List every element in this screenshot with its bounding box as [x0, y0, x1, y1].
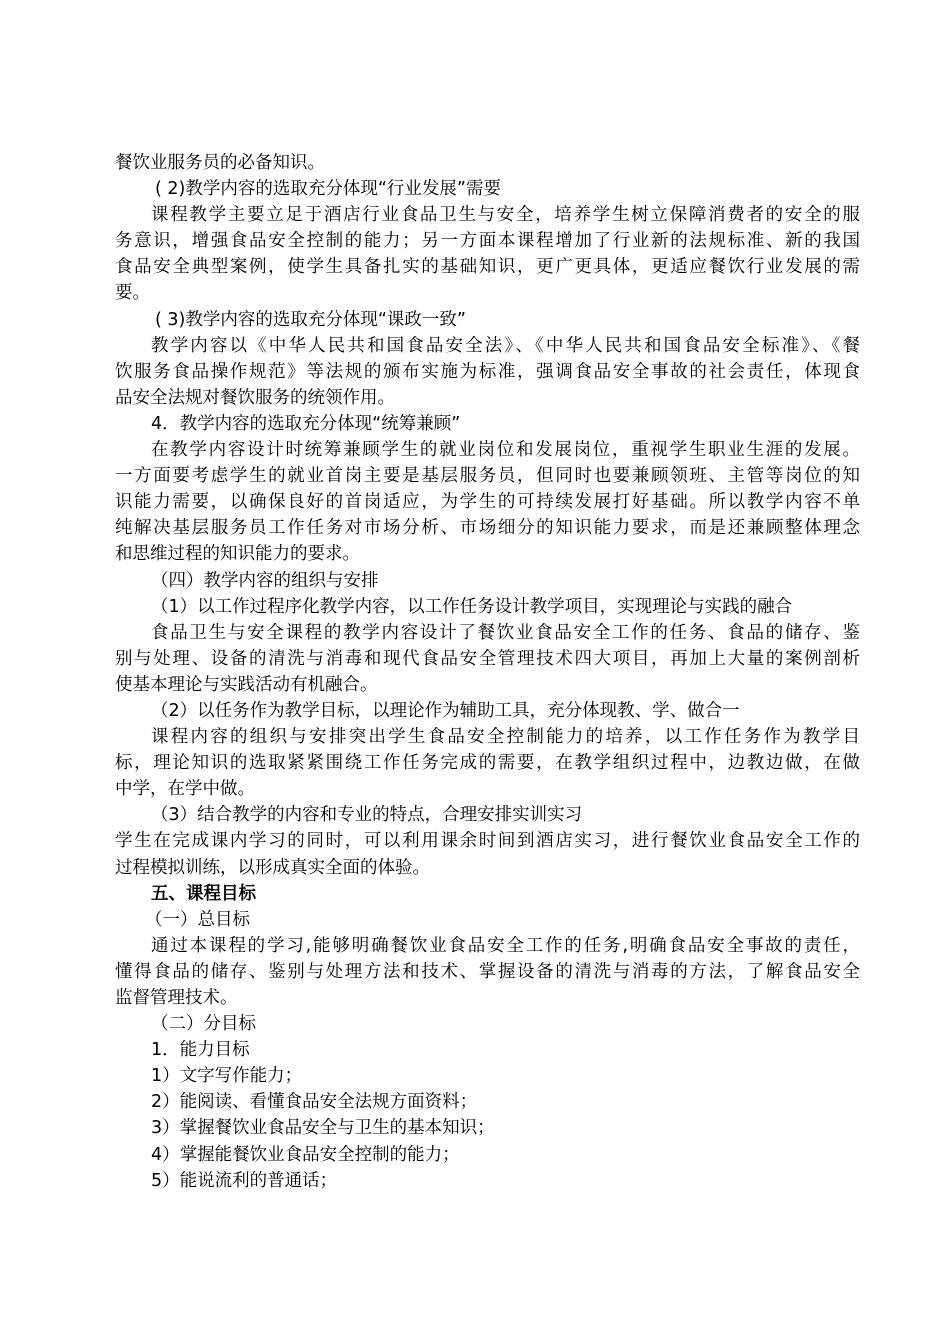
- section-heading: （一）总目标: [145, 909, 250, 930]
- list-item: 5）能说流利的普通话；: [151, 1170, 338, 1191]
- text-line: 饮服务食品操作规范》等法规的颁布实施为标准，强调食品安全事故的社会责任，体现食: [115, 361, 860, 382]
- text-line: 食品卫生与安全课程的教学内容设计了餐饮业食品安全工作的任务、食品的储存、鉴: [151, 622, 860, 643]
- list-item: 3）掌握餐饮业食品安全与卫生的基本知识；: [151, 1118, 495, 1139]
- text-line: 别与处理、设备的清洗与消毒和现代食品安全管理技术四大项目，再加上大量的案例剖析: [115, 648, 860, 669]
- text-line: 课程教学主要立足于酒店行业食品卫生与安全，培养学生树立保障消费者的安全的服: [151, 205, 860, 226]
- section-heading: （四）教学内容的组织与安排: [151, 570, 379, 591]
- text-line: 教学内容以《中华人民共和国食品安全法》、《中华人民共和国食品安全标准》、《餐: [151, 335, 860, 356]
- text-line: 在教学内容设计时统筹兼顾学生的就业岗位和发展岗位，重视学生职业生涯的发展。: [151, 440, 860, 461]
- text-line: 一方面要考虑学生的就业首岗主要是基层服务员，但同时也要兼顾领班、主管等岗位的知: [115, 466, 860, 487]
- text-line: 懂得食品的储存、鉴别与处理方法和技术、掌握设备的清洗与消毒的方法，了解食品安全: [115, 961, 860, 982]
- text-line: 餐饮业服务员的必备知识。: [115, 153, 325, 173]
- list-item: 4）掌握能餐饮业食品安全控制的能力；: [151, 1144, 460, 1165]
- section-heading: （二）分目标: [151, 1014, 256, 1035]
- list-item: 1）文字写作能力；: [151, 1066, 303, 1087]
- subsection-heading: （2）以任务作为教学目标，以理论作为辅助工具，充分体现教、学、做合一: [151, 700, 740, 721]
- text-line: 识能力需要，以确保良好的首岗适应，为学生的可持续发展打好基础。所以教学内容不单: [115, 492, 860, 513]
- list-item: 2）能阅读、看懂食品安全法规方面资料；: [151, 1092, 478, 1113]
- subsection-heading: 4．教学内容的选取充分体现“统筹兼顾”: [151, 413, 461, 434]
- subsection-heading: ( 3)教学内容的选取充分体现“课政一致”: [155, 309, 466, 330]
- text-line: 使基本理论与实践活动有机融合。: [115, 674, 378, 695]
- document-page: [115, 150, 860, 1194]
- text-line: 课程内容的组织与安排突出学生食品安全控制能力的培养，以工作任务作为教学目: [151, 727, 860, 748]
- text-line: 过程模拟训练，以形成真实全面的体验。: [115, 857, 430, 878]
- subsection-heading: （3）结合教学的内容和专业的特点，合理安排实训实习: [151, 805, 583, 826]
- text-line: 品安全法规对餐饮服务的统领作用。: [115, 387, 395, 408]
- text-line: 要。: [115, 283, 150, 304]
- subsection-heading: （1）以工作过程序化教学内容，以工作任务设计教学项目，实现理论与实践的融合: [151, 596, 793, 617]
- text-line: 通过本课程的学习,能够明确餐饮业食品安全工作的任务,明确食品安全事故的责任，: [151, 935, 860, 956]
- subsection-heading: 1．能力目标: [151, 1040, 250, 1061]
- text-line: 务意识，增强食品安全控制的能力；另一方面本课程增加了行业新的法规标准、新的我国: [115, 231, 860, 252]
- text-line: 纯解决基层服务员工作任务对市场分析、市场细分的知识能力要求，而是还兼顾整体理念: [115, 518, 860, 539]
- subsection-heading: ( 2)教学内容的选取充分体现“行业发展”需要: [155, 179, 501, 200]
- chapter-heading: 五、课程目标: [151, 883, 256, 904]
- text-line: 食品安全典型案例，使学生具备扎实的基础知识，更广更具体，更适应餐饮行业发展的需: [115, 257, 860, 278]
- text-line: 学生在完成课内学习的同时，可以利用课余时间到酒店实习，进行餐饮业食品安全工作的: [115, 831, 860, 852]
- text-line: 标，理论知识的选取紧紧围绕工作任务完成的需要，在教学组织过程中，边教边做，在做: [115, 753, 860, 774]
- text-line: 和思维过程的知识能力的要求。: [115, 544, 360, 565]
- text-line: 监督管理技术。: [115, 988, 238, 1008]
- text-line: 中学，在学中做。: [115, 779, 255, 800]
